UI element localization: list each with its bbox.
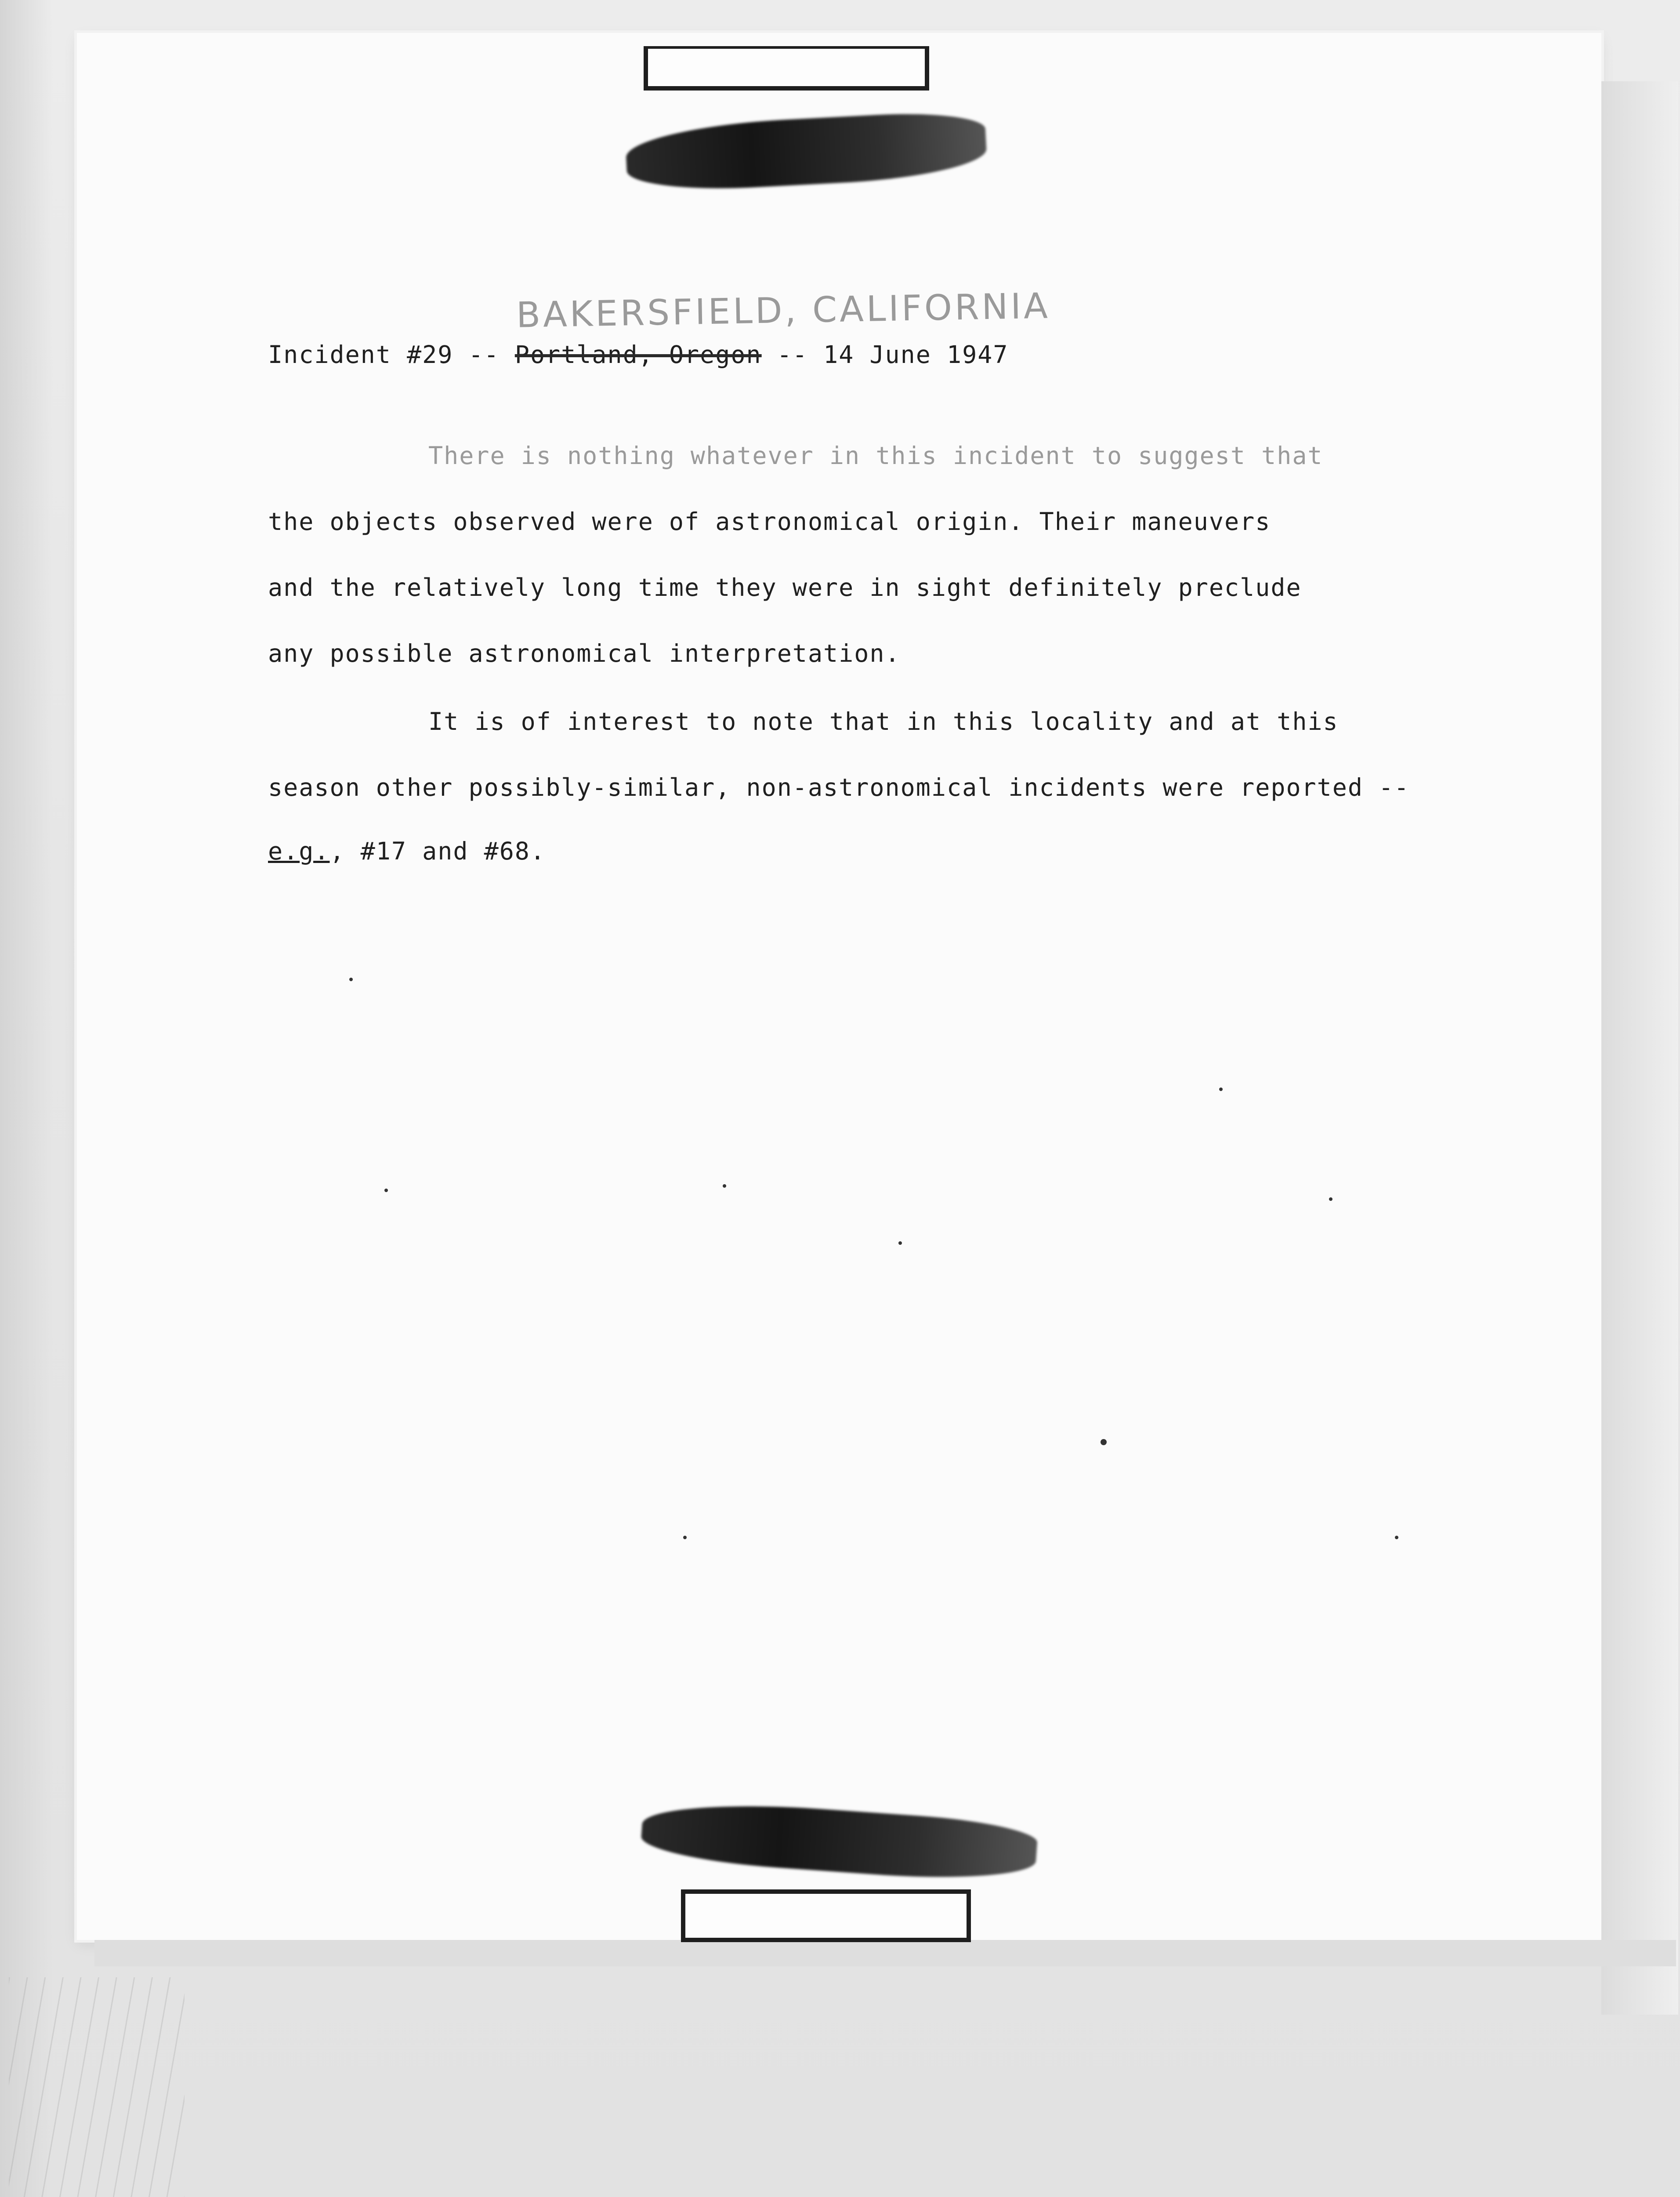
- scan-left-edge-shadow: [0, 0, 53, 2197]
- paragraph1-line4: any possible astronomical interpretation.: [268, 639, 901, 667]
- scan-speck: [1101, 1439, 1107, 1445]
- bottom-redaction-mark: [640, 1797, 1039, 1885]
- scan-speck: [723, 1184, 726, 1188]
- paragraph1-line1: There is nothing whatever in this incident to suggest that: [428, 442, 1323, 470]
- bottom-classification-box: [681, 1889, 971, 1942]
- scan-speck: [349, 978, 353, 981]
- sheet-bottom-shadow: [94, 1940, 1676, 1966]
- scan-margin-marks: [9, 1977, 185, 2197]
- heading-prefix: Incident #29 --: [268, 341, 515, 369]
- paragraph2-line3: [268, 837, 546, 865]
- paragraph1-line2: the objects observed were of astronomical origin. Their maneuvers: [268, 508, 1271, 536]
- incident-heading: [268, 341, 1008, 369]
- sheet-right-shadow: [1601, 81, 1678, 2015]
- scan-speck: [683, 1536, 687, 1539]
- paragraph2-line1: It is of interest to note that in this locality and at this: [428, 707, 1339, 736]
- scan-speck: [898, 1241, 902, 1245]
- scan-speck: [1329, 1197, 1332, 1201]
- top-classification-box: [644, 46, 929, 91]
- scan-speck: [384, 1189, 388, 1192]
- paragraph1-line3: and the relatively long time they were in sight definitely preclude: [268, 573, 1302, 602]
- handwritten-location-annotation: BAKERSFIELD, CALIFORNIA: [516, 285, 1051, 336]
- paragraph2-line2: season other possibly-similar, non-astronomical incidents were reported --: [268, 773, 1410, 801]
- eg-abbreviation: e.g.: [268, 837, 330, 865]
- referenced-incidents: , #17 and #68.: [329, 837, 546, 865]
- typed-document-sheet: [77, 33, 1601, 1940]
- top-redaction-mark: [625, 109, 988, 194]
- struck-location: Portland, Oregon: [514, 341, 762, 369]
- scan-speck: [1219, 1088, 1223, 1091]
- heading-date: -- 14 June 1947: [761, 341, 1009, 369]
- scan-speck: [1395, 1536, 1398, 1539]
